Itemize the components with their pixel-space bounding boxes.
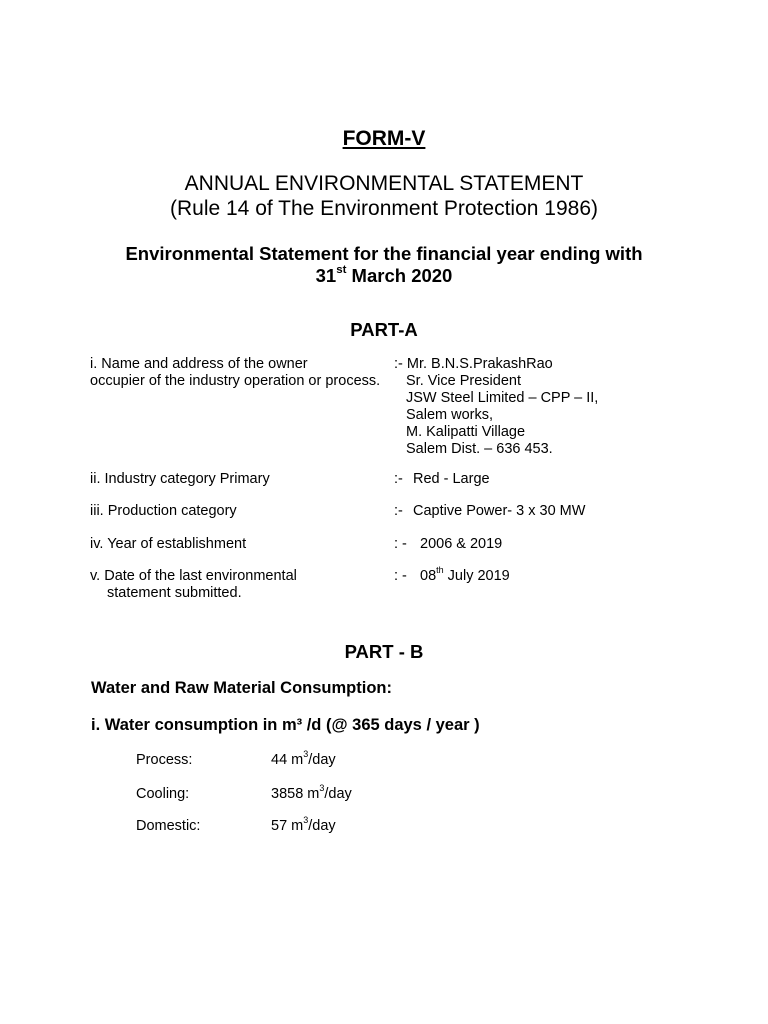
owner-label-line2: occupier of the industry operation or process. — [90, 373, 381, 389]
owner-separator: :- — [394, 356, 407, 372]
last-statement-suffix: th — [436, 564, 444, 575]
last-statement-separator: : - — [394, 568, 407, 584]
domestic-label: Domestic: — [136, 818, 201, 834]
domestic-amount: 57 m — [271, 818, 304, 834]
process-label: Process: — [136, 752, 193, 768]
water-consumption-heading: i. Water consumption in m³ /d (@ 365 days / year ) — [91, 716, 480, 734]
owner-works: Salem works, — [406, 407, 494, 423]
last-statement-value — [420, 564, 510, 585]
owner-company: JSW Steel Limited – CPP – II, — [406, 390, 599, 406]
statement-heading-line1: Environmental Statement for the financial year ending with — [125, 243, 643, 264]
statement-heading-line2 — [0, 265, 768, 287]
annual-title — [0, 171, 768, 221]
last-statement-label-line2: statement submitted. — [107, 585, 242, 601]
owner-district: Salem Dist. – 636 453. — [406, 441, 553, 457]
cooling-unit-exponent: 3 — [319, 782, 325, 793]
domestic-unit: /day — [308, 818, 336, 834]
domestic-value — [271, 814, 336, 835]
cooling-amount: 3858 m — [271, 786, 320, 802]
form-title: FORM-V — [342, 127, 426, 150]
last-statement-label-line1: v. Date of the last environmental — [90, 568, 297, 584]
last-statement-day: 08 — [420, 568, 437, 584]
owner-label-line1: i. Name and address of the owner — [90, 356, 308, 372]
statement-date-day: 31 — [315, 265, 337, 286]
production-category-label: iii. Production category — [90, 503, 237, 519]
owner-name: Mr. B.N.S.PrakashRao — [406, 356, 553, 372]
annual-title-line1: ANNUAL ENVIRONMENTAL STATEMENT — [184, 172, 584, 195]
owner-value-first — [394, 356, 553, 373]
owner-designation: Sr. Vice President — [406, 373, 521, 389]
owner-label — [90, 356, 380, 390]
industry-category-separator: :- — [394, 471, 403, 487]
owner-village: M. Kalipatti Village — [406, 424, 526, 440]
process-unit-exponent: 3 — [303, 748, 309, 759]
statement-heading — [0, 243, 768, 287]
industry-category-value: Red - Large — [413, 471, 490, 487]
process-value — [271, 748, 336, 769]
annual-title-line2: (Rule 14 of The Environment Protection 1986) — [169, 197, 599, 220]
domestic-unit-exponent: 3 — [303, 814, 309, 825]
cooling-unit: /day — [324, 786, 352, 802]
last-statement-label — [90, 568, 297, 602]
statement-date-rest: March 2020 — [346, 265, 453, 286]
part-b-heading: PART - B — [344, 641, 424, 662]
cooling-value — [271, 782, 352, 803]
establishment-value: 2006 & 2019 — [420, 536, 503, 552]
cooling-label: Cooling: — [136, 786, 190, 802]
owner-address — [406, 373, 598, 458]
establishment-separator: : - — [394, 536, 407, 552]
process-unit: /day — [308, 752, 336, 768]
production-category-separator: :- — [394, 503, 403, 519]
industry-category-label: ii. Industry category Primary — [90, 471, 270, 487]
last-statement-rest: July 2019 — [443, 568, 510, 584]
statement-date-suffix: st — [336, 264, 347, 277]
process-amount: 44 m — [271, 752, 304, 768]
part-a-heading: PART-A — [350, 319, 418, 340]
establishment-label: iv. Year of establishment — [90, 536, 247, 552]
production-category-value: Captive Power- 3 x 30 MW — [413, 503, 586, 519]
water-raw-material-heading: Water and Raw Material Consumption: — [91, 679, 392, 697]
